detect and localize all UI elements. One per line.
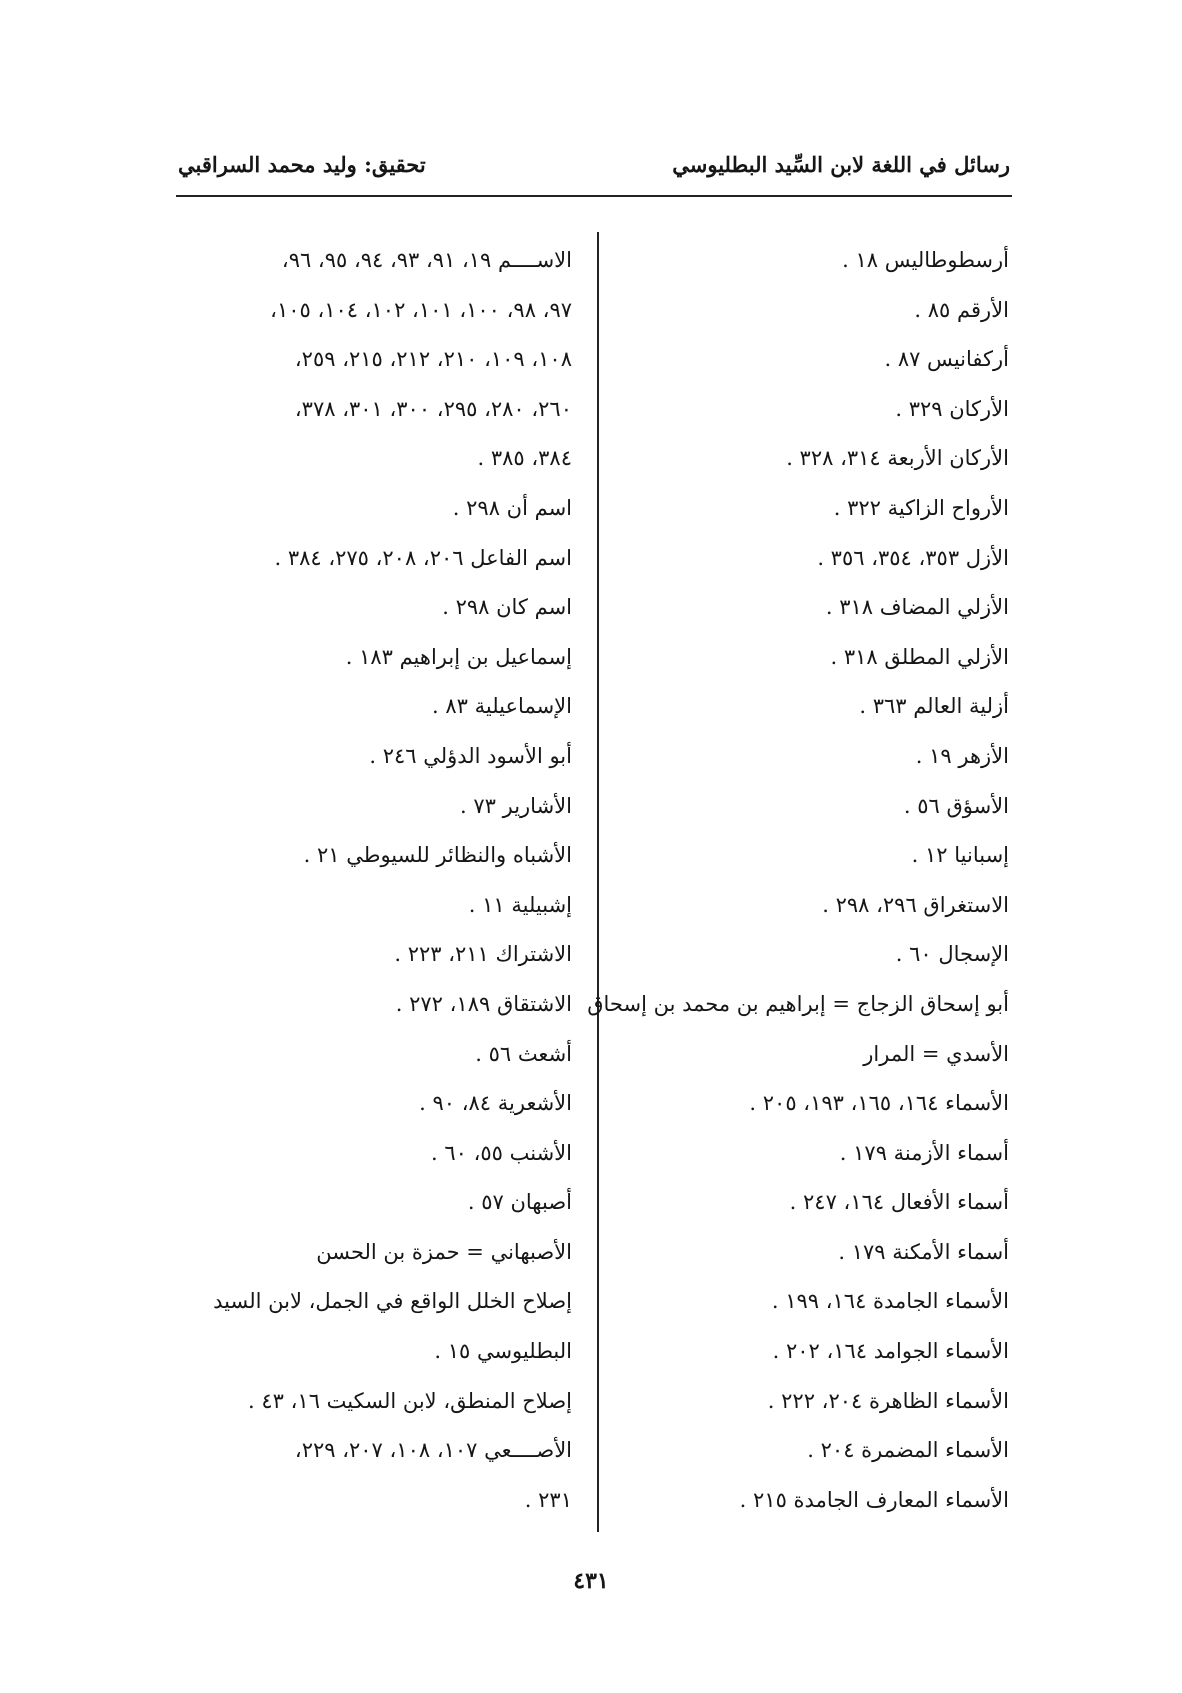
index-entry: ٢٣١ .	[524, 1487, 572, 1512]
index-column-right	[587, 236, 1009, 1525]
index-entry: أركفانيس ٨٧ .	[884, 347, 1009, 372]
index-entry: ٢٦٠، ٢٨٠، ٢٩٥، ٣٠٠، ٣٠١، ٣٧٨،	[294, 396, 572, 421]
index-entry: أبو إسحاق الزجاج = إبراهيم بن محمد بن إسحاق	[587, 991, 1009, 1016]
index-entry: أشعث ٥٦ .	[475, 1041, 572, 1066]
index-entry: أسماء الأزمنة ١٧٩ .	[839, 1140, 1009, 1165]
running-header	[178, 152, 1010, 198]
index-entry: الأسؤق ٥٦ .	[903, 793, 1009, 818]
index-entry: الأصبهاني = حمزة بن الحسن	[316, 1239, 572, 1264]
editor-credit: تحقيق: وليد محمد السراقبي	[178, 152, 426, 177]
index-entry: الأرقم ٨٥ .	[914, 297, 1009, 322]
index-entry: أرسطوطاليس ١٨ .	[842, 248, 1009, 272]
header-rule	[176, 195, 1012, 197]
index-entry: أصبهان ٥٧ .	[467, 1190, 572, 1215]
column-divider	[597, 232, 599, 1532]
index-entry: الأشارير ٧٣ .	[460, 793, 572, 818]
index-entry: الأسماء ١٦٤، ١٦٥، ١٩٣، ٢٠٥ .	[749, 1091, 1009, 1116]
index-entry: ١٠٨، ١٠٩، ٢١٠، ٢١٢، ٢١٥، ٢٥٩،	[294, 347, 572, 372]
index-entry: اسم أن ٢٩٨ .	[452, 495, 572, 520]
index-entry: الأزلي المطلق ٣١٨ .	[830, 644, 1009, 669]
index-entry: الأشعرية ٨٤، ٩٠ .	[419, 1091, 572, 1116]
index-entry: الإسماعيلية ٨٣ .	[432, 694, 572, 719]
index-entry: ٣٨٤، ٣٨٥ .	[477, 446, 572, 471]
index-entry: الأشنب ٥٥، ٦٠ .	[431, 1140, 572, 1165]
index-entry: أسماء الأفعال ١٦٤، ٢٤٧ .	[789, 1190, 1009, 1215]
index-entry: الأسماء الظاهرة ٢٠٤، ٢٢٢ .	[767, 1388, 1009, 1413]
index-entry: الأركان ٣٢٩ .	[895, 396, 1009, 421]
index-entry: الأصــــعي ١٠٧، ١٠٨، ٢٠٧، ٢٢٩،	[294, 1438, 572, 1463]
index-entry: أبو الأسود الدؤلي ٢٤٦ .	[369, 743, 572, 768]
index-entry: إصلاح الخلل الواقع في الجمل، لابن السيد	[213, 1289, 572, 1314]
book-title: رسائل في اللغة لابن السِّيد البطليوسي	[672, 152, 1010, 177]
index-entry: الأسماء الجامدة ١٦٤، ١٩٩ .	[771, 1289, 1009, 1314]
index-entry: الاســــم ١٩، ٩١، ٩٣، ٩٤، ٩٥، ٩٦،	[281, 248, 572, 272]
index-entry: اسم الفاعل ٢٠٦، ٢٠٨، ٢٧٥، ٣٨٤ .	[274, 545, 572, 570]
index-entry: الاشتقاق ١٨٩، ٢٧٢ .	[395, 991, 572, 1016]
index-entry: الأزلي المضاف ٣١٨ .	[825, 595, 1009, 620]
page-number: ٤٣١	[573, 1568, 609, 1594]
index-entry: الأسدي = المرار	[863, 1041, 1009, 1066]
index-entry: الأسماء الجوامد ١٦٤، ٢٠٢ .	[772, 1339, 1009, 1364]
index-entry: الأرواح الزاكية ٣٢٢ .	[833, 495, 1009, 520]
index-entry: الأزهر ١٩ .	[915, 743, 1009, 768]
index-entry: أسماء الأمكنة ١٧٩ .	[838, 1239, 1009, 1264]
index-column-left	[162, 236, 572, 1525]
index-entry: الأشباه والنظائر للسيوطي ٢١ .	[303, 843, 572, 868]
index-entry: الاستغراق ٢٩٦، ٢٩٨ .	[822, 892, 1009, 917]
index-entry: اسم كان ٢٩٨ .	[442, 595, 572, 620]
index-entry: إشبيلية ١١ .	[468, 892, 572, 917]
index-entry: الأزل ٣٥٣، ٣٥٤، ٣٥٦ .	[817, 545, 1009, 570]
index-entry: إسماعيل بن إبراهيم ١٨٣ .	[345, 644, 572, 669]
index-entry: الأسماء المعارف الجامدة ٢١٥ .	[739, 1487, 1009, 1512]
index-entry: إصلاح المنطق، لابن السكيت ١٦، ٤٣ .	[248, 1388, 572, 1413]
index-entry: الأسماء المضمرة ٢٠٤ .	[807, 1438, 1009, 1463]
index-entry: الاشتراك ٢١١، ٢٢٣ .	[394, 942, 572, 967]
index-entry: إسبانيا ١٢ .	[911, 843, 1009, 868]
index-entry: الإسجال ٦٠ .	[895, 942, 1009, 967]
index-entry: أزلية العالم ٣٦٣ .	[859, 694, 1009, 719]
index-entry: الأركان الأربعة ٣١٤، ٣٢٨ .	[786, 446, 1009, 471]
index-entry: البطليوسي ١٥ .	[434, 1339, 572, 1364]
index-entry: ٩٧، ٩٨، ١٠٠، ١٠١، ١٠٢، ١٠٤، ١٠٥،	[270, 297, 572, 322]
